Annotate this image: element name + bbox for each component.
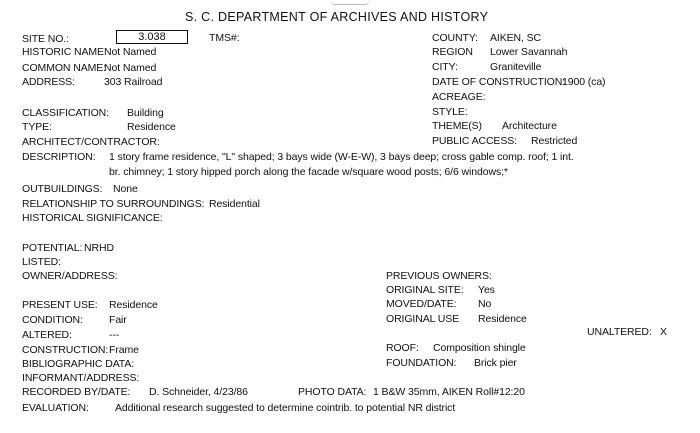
acreage-label: ACREAGE: <box>432 91 486 103</box>
present-use-label: PRESENT USE: <box>22 299 98 311</box>
recorded-label: RECORDED BY/DATE: <box>22 386 131 398</box>
common-name-value: Not Named <box>104 62 157 74</box>
potential-label: POTENTIAL: <box>22 242 83 254</box>
region-value: Lower Savannah <box>490 46 568 58</box>
type-value: Residence <box>127 121 176 133</box>
photo-value: 1 B&W 35mm, AIKEN Roll#12:20 <box>373 386 525 398</box>
moved-date-label: MOVED/DATE: <box>386 298 457 310</box>
photo-label: PHOTO DATA: <box>298 386 367 398</box>
original-site-label: ORIGINAL SITE: <box>386 284 464 296</box>
scan-edge-mark <box>330 0 370 5</box>
classification-value: Building <box>127 107 164 119</box>
address-value: 303 Railroad <box>104 76 163 88</box>
description-line-2: br. chimney; 1 story hipped porch along the facade w/square wood posts; 6/6 windows;* <box>109 166 508 178</box>
present-use-value: Residence <box>109 299 158 311</box>
type-label: TYPE: <box>22 121 52 133</box>
potential-value: NRHD <box>84 242 114 254</box>
theme-value: Architecture <box>502 120 557 132</box>
original-site-value: Yes <box>478 284 495 296</box>
bibliographic-label: BIBLIOGRAPHIC DATA: <box>22 358 135 370</box>
city-value: Graniteville <box>490 61 542 73</box>
condition-value: Fair <box>109 314 127 326</box>
public-access-value: Restricted <box>531 135 578 147</box>
owner-label: OWNER/ADDRESS: <box>22 270 118 282</box>
style-label: STYLE: <box>432 106 468 118</box>
moved-date-value: No <box>478 298 492 310</box>
architect-label: ARCHITECT/CONTRACTOR: <box>22 136 160 148</box>
region-label: REGION <box>432 46 473 58</box>
foundation-label: FOUNDATION: <box>386 357 457 369</box>
significance-label: HISTORICAL SIGNIFICANCE: <box>22 212 163 224</box>
unaltered-label: UNALTERED: <box>587 326 652 338</box>
altered-value: --- <box>109 329 120 341</box>
previous-owners-label: PREVIOUS OWNERS: <box>386 270 492 282</box>
classification-label: CLASSIFICATION: <box>22 107 109 119</box>
roof-label: ROOF: <box>386 342 419 354</box>
address-label: ADDRESS: <box>22 76 75 88</box>
tms-label: TMS#: <box>209 32 240 44</box>
historic-name-label: HISTORIC NAME <box>22 46 104 58</box>
site-no-label: SITE NO.: <box>22 33 69 45</box>
county-label: COUNTY: <box>432 32 478 44</box>
county-value: AIKEN, SC <box>490 32 542 44</box>
original-use-label: ORIGINAL USE <box>386 313 460 325</box>
informant-label: INFORMANT/ADDRESS: <box>22 372 140 384</box>
recorded-value: D. Schneider, 4/23/86 <box>149 386 248 398</box>
construction-label: CONSTRUCTION: <box>22 344 109 356</box>
historic-name-value: Not Named <box>104 46 157 58</box>
condition-label: CONDITION: <box>22 314 83 326</box>
date-construction-label: DATE OF CONSTRUCTION: <box>432 76 566 88</box>
common-name-label: COMMON NAME: <box>22 62 106 74</box>
city-label: CITY: <box>432 61 458 73</box>
original-use-value: Residence <box>478 313 527 325</box>
date-construction-value: 1900 (ca) <box>562 76 606 88</box>
description-label: DESCRIPTION: <box>22 151 96 163</box>
foundation-value: Brick pier <box>474 357 517 369</box>
altered-label: ALTERED: <box>22 329 72 341</box>
outbuildings-label: OUTBUILDINGS: <box>22 183 103 195</box>
outbuildings-value: None <box>113 183 138 195</box>
evaluation-label: EVALUATION: <box>22 402 89 414</box>
unaltered-value: X <box>660 326 667 338</box>
relationship-label: RELATIONSHIP TO SURROUNDINGS: <box>22 198 205 210</box>
roof-value: Composition shingle <box>433 342 526 354</box>
theme-label: THEME(S) <box>432 120 482 132</box>
site-no-value: 3.038 <box>116 30 188 44</box>
form-title: S. C. DEPARTMENT OF ARCHIVES AND HISTORY <box>185 10 489 24</box>
description-line-1: 1 story frame residence, "L" shaped; 3 bays wide (W-E-W), 3 bays deep; cross gable comp. roof; 1 int. <box>109 151 574 163</box>
relationship-value: Residential <box>209 198 260 210</box>
listed-label: LISTED: <box>22 256 61 268</box>
public-access-label: PUBLIC ACCESS: <box>432 135 517 147</box>
construction-value: Frame <box>109 344 139 356</box>
evaluation-value: Additional research suggested to determine cointrib. to potential NR district <box>115 402 456 414</box>
